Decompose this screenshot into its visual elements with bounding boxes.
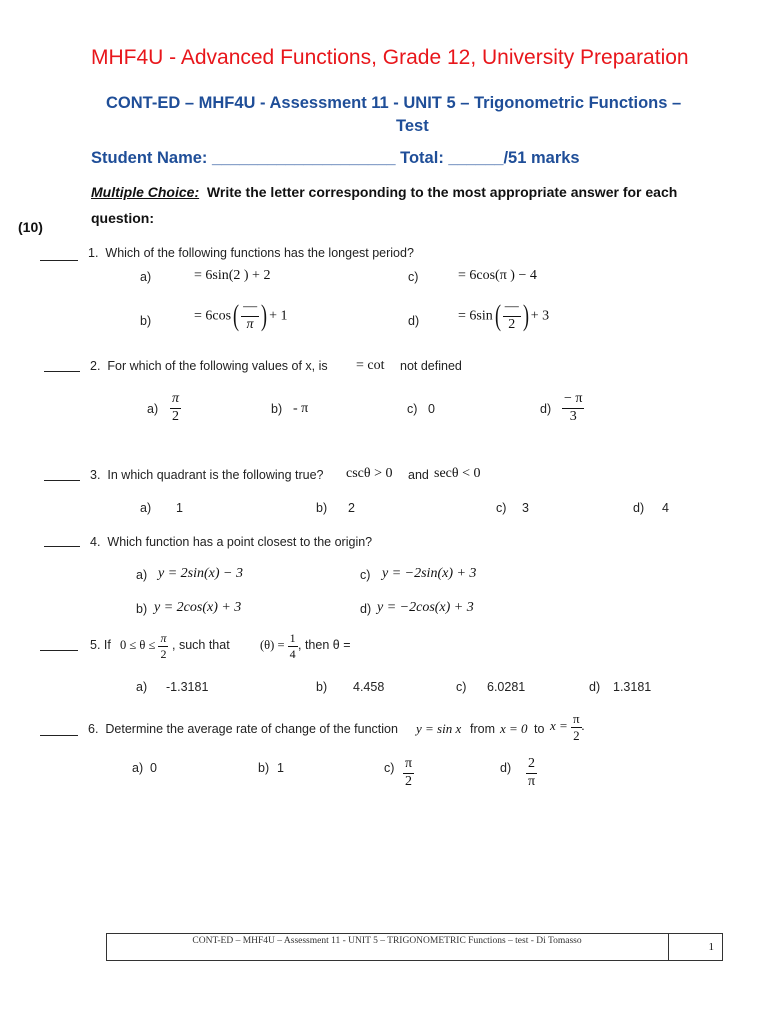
q6-option-a: 0 — [150, 761, 157, 775]
multiple-choice-label: Multiple Choice: — [91, 184, 200, 200]
q5-then: , then θ = — [298, 638, 351, 652]
assessment-title-line2: Test — [396, 117, 429, 135]
q5-option-a-label: a) — [136, 680, 148, 694]
q2-option-b-label: b) — [271, 402, 283, 416]
q4-option-d-label: d) — [360, 602, 372, 616]
q3-option-d: 4 — [662, 501, 669, 515]
answer-blank-2[interactable] — [44, 371, 80, 372]
answer-blank-5[interactable] — [40, 650, 78, 651]
q6-option-c-label: c) — [384, 761, 395, 775]
q3-and: and — [408, 468, 429, 482]
section-marks: (10) — [18, 219, 43, 235]
q3-option-c: 3 — [522, 501, 529, 515]
q4-option-a-label: a) — [136, 568, 148, 582]
q3-option-d-label: d) — [633, 501, 645, 515]
q2-option-a: $\frac{\pi}{2}$ — [172, 391, 180, 424]
question-2: 2. For which of the following values of x, is — [90, 359, 328, 373]
q1-option-a-label: a) — [140, 270, 152, 284]
question-number: 1. — [88, 246, 99, 260]
q3-option-c-label: c) — [496, 501, 507, 515]
q1-option-c: = 6cos(π ) − 4 — [458, 268, 537, 283]
q6-function: y = sin x — [416, 721, 462, 736]
question-6: 6. Determine the average rate of change of the function — [88, 722, 398, 736]
q5-equation: (θ) = $\frac{1}{4}$ — [260, 631, 296, 661]
q2-option-c-label: c) — [407, 402, 418, 416]
question-5-number: 5. If — [90, 638, 111, 652]
q6-option-d: $\frac{2}{\pi}$ — [528, 756, 536, 789]
q3-option-a-label: a) — [140, 501, 152, 515]
q5-option-c-label: c) — [456, 680, 467, 694]
footer-text: CONT-ED – MHF4U – Assessment 11 - UNIT 5 – TRIGONOMETRIC Functions – test - Di Tomasso — [192, 936, 582, 946]
q4-option-c: y = −2sin(x) + 3 — [382, 566, 477, 581]
q4-option-b: y = 2cos(x) + 3 — [154, 600, 242, 615]
q3-option-a: 1 — [176, 501, 183, 515]
q6-option-d-label: d) — [500, 761, 512, 775]
q6-x-from: x = 0 — [500, 721, 528, 736]
q6-option-b: 1 — [277, 761, 284, 775]
q3-condition-1: cscθ > 0 — [346, 466, 393, 481]
q4-option-d: y = −2cos(x) + 3 — [377, 600, 474, 615]
question-1 — [88, 246, 414, 260]
q5-option-b-label: b) — [316, 680, 328, 694]
q5-option-b: 4.458 — [353, 680, 385, 694]
instructions-text-2: question: — [91, 210, 154, 226]
q5-such-that: , such that — [172, 638, 230, 652]
q3-option-b-label: b) — [316, 501, 328, 515]
answer-blank-4[interactable] — [44, 546, 80, 547]
q4-option-a: y = 2sin(x) − 3 — [158, 566, 243, 581]
question-3: 3. In which quadrant is the following true? — [90, 468, 324, 482]
q5-option-a: -1.3181 — [166, 680, 209, 694]
q5-option-c: 6.0281 — [487, 680, 526, 694]
q5-option-d-label: d) — [589, 680, 601, 694]
q2-text-after: not defined — [400, 359, 462, 373]
document-title: MHF4U - Advanced Functions, Grade 12, University Preparation — [91, 46, 689, 69]
instructions-text: Write the letter corresponding to the most appropriate answer for each — [206, 184, 678, 200]
assessment-title-line1: CONT-ED – MHF4U - Assessment 11 - UNIT 5 – Trigonometric Functions – — [106, 94, 682, 112]
q2-option-c: 0 — [428, 402, 435, 416]
q6-from: from — [470, 722, 495, 736]
student-name-total-line: Student Name: ____________________ Total: ______/51 marks — [91, 149, 580, 167]
q3-condition-2: secθ < 0 — [434, 466, 481, 481]
q6-option-c: $\frac{\pi}{2}$ — [405, 756, 413, 789]
answer-blank-6[interactable] — [40, 735, 78, 736]
q2-option-d-label: d) — [540, 402, 552, 416]
answer-blank-3[interactable] — [44, 480, 80, 481]
q1-option-d: = 6sin( $\frac{—}{2}$ ) + 3 — [458, 299, 550, 333]
q4-option-b-label: b) — [136, 602, 148, 616]
q1-option-a: = 6sin(2 ) + 2 — [194, 268, 271, 283]
q6-x-to: x = $\frac{\pi}{2}$ . — [550, 711, 585, 743]
page-number: 1 — [708, 941, 714, 953]
q6-option-b-label: b) — [258, 761, 270, 775]
q6-to: to — [534, 722, 545, 736]
q1-option-b: = 6cos( $\frac{—}{\pi}$ ) + 1 — [194, 299, 288, 333]
question-4: 4. Which function has a point closest to the origin? — [90, 535, 373, 549]
q4-option-c-label: c) — [360, 568, 371, 582]
q6-option-a-label: a) — [132, 761, 144, 775]
q1-option-d-label: d) — [408, 314, 420, 328]
q5-range: 0 ≤ θ ≤ $\frac{\pi}{2}$ — [120, 631, 167, 661]
q3-option-b: 2 — [348, 501, 355, 515]
q5-option-d: 1.3181 — [613, 680, 652, 694]
q2-expression: = cot — [356, 358, 385, 373]
question-text: Which of the following functions has the longest period? — [105, 246, 414, 260]
q2-option-a-label: a) — [147, 402, 159, 416]
answer-blank-1[interactable] — [40, 260, 78, 261]
q2-option-b: - π — [293, 401, 309, 416]
q1-option-b-label: b) — [140, 314, 152, 328]
page-footer — [106, 933, 723, 961]
q2-option-d: $\frac{- \pi}{3}$ — [564, 391, 583, 424]
instructions — [91, 184, 677, 200]
q1-option-c-label: c) — [408, 270, 419, 284]
